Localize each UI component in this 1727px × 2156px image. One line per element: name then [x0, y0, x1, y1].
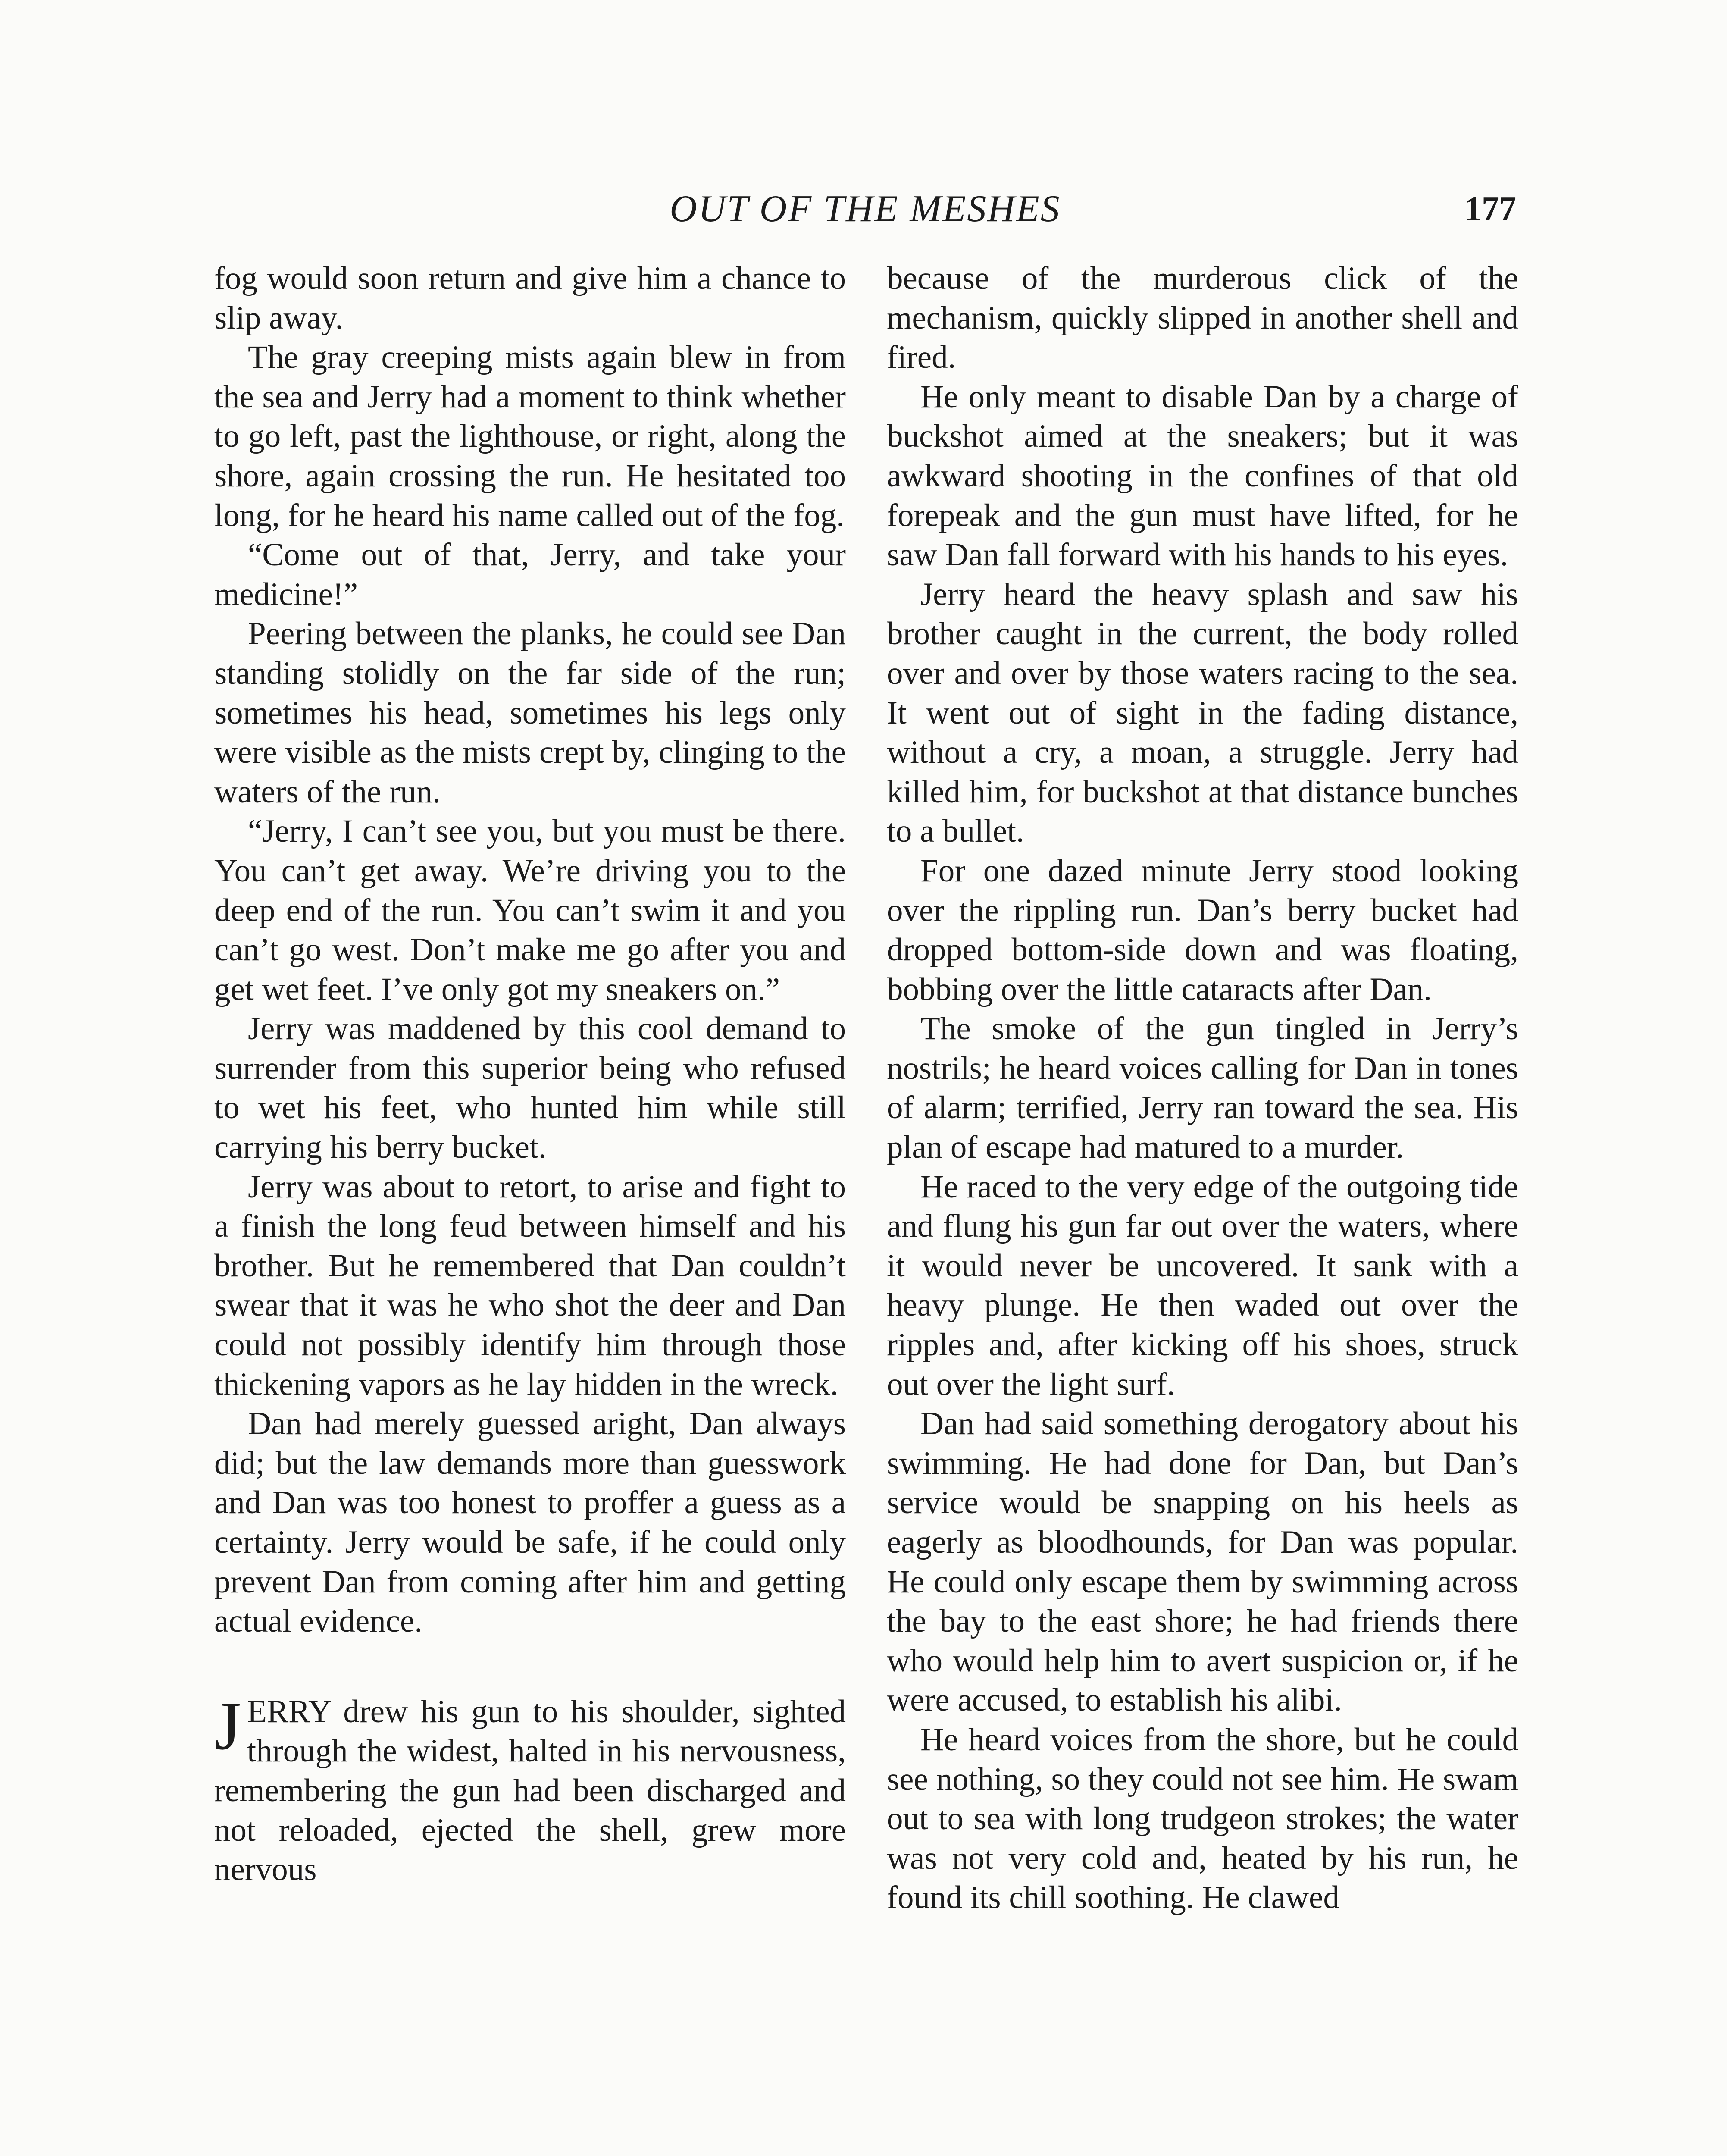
left-column	[214, 259, 846, 1890]
right-column	[887, 259, 1518, 1918]
paragraph: The smoke of the gun tingled in Jerry’s nostrils; he heard voices calling for Dan in tones of alarm; terrified, Jerry ran toward the sea. His plan of escape had matured to a murder.	[887, 1011, 1518, 1166]
running-header	[214, 183, 1516, 235]
paragraph: Jerry heard the heavy splash and saw his brother caught in the current, the body rolled over and over by those waters racing to the sea. It went out of sight in the fading distance, without a cry, a moan, a struggle. Jerry had killed him, for buckshot at that distance bunches to a bullet.	[887, 576, 1518, 849]
small-caps-lead: ERRY	[247, 1693, 331, 1730]
drop-cap: J	[214, 1687, 241, 1764]
running-title: OUT OF THE MESHES	[670, 188, 1061, 230]
paragraph: Jerry was about to retort, to arise and fight to a finish the long feud between himself and his brother. But he remembered that Dan couldn’t swear that it was he who shot the deer and Dan could not possibly identify him through those thickening vapors as he lay hidden in the wreck.	[214, 1169, 846, 1402]
page-number: 177	[1464, 190, 1516, 228]
paragraph: Jerry was maddened by this cool demand to surrender from this superior being who refused to wet his feet, who hunted him while still carrying his berry bucket.	[214, 1011, 846, 1166]
paragraph: fog would soon return and give him a chance to slip away.	[214, 260, 846, 336]
section-text: drew his gun to his shoulder, sighted through the widest, halted in his nervousness, remembering the gun had been discharged and not reloaded, ejected the shell, grew more nervous	[214, 1693, 846, 1888]
paragraph: He only meant to disable Dan by a charge of buckshot aimed at the sneakers; but it was awkward shooting in the confines of that old forepeak and the gun must have lifted, for he saw Dan fall forward with his hands to his eyes.	[887, 379, 1518, 573]
paragraph: Peering between the planks, he could see Dan standing stolidly on the far side of the run; sometimes his head, sometimes his legs only were visible as the mists crept by, clinging to the waters of the run.	[214, 616, 846, 810]
paragraph: Dan had said something derogatory about his swimming. He had done for Dan, but Dan’s service would be snapping on his heels as eagerly as bloodhounds, for Dan was popular. He could only escape them by swimming across the bay to the east shore; he had friends there who would help him to avert suspicion or, if he were accused, to establish his alibi.	[887, 1406, 1518, 1718]
paragraph: He heard voices from the shore, but he could see nothing, so they could not see him. He swam out to sea with long trudgeon strokes; the water was not very cold and, heated by his run, he found its chill soothing. He clawed	[887, 1721, 1518, 1916]
paragraph: He raced to the very edge of the outgoing tide and flung his gun far out over the waters, where it would never be uncovered. It sank with a heavy plunge. He then waded out over the ripples and, after kicking off his shoes, struck out over the light surf.	[887, 1169, 1518, 1402]
section-opening-paragraph	[214, 1687, 846, 1890]
paragraph: The gray creeping mists again blew in from the sea and Jerry had a moment to think whether to go left, past the lighthouse, or right, along the shore, again crossing the run. He hesitated too long, for he heard his name called out of the fog.	[214, 339, 846, 533]
paragraph: For one dazed minute Jerry stood looking over the rippling run. Dan’s berry bucket had dropped bottom-side down and was floating, bobbing over the little cataracts after Dan.	[887, 852, 1518, 1007]
paragraph: because of the murderous click of the mechanism, quickly slipped in another shell and fired.	[887, 260, 1518, 376]
paragraph: Dan had merely guessed aright, Dan always did; but the law demands more than guesswork and Dan was too honest to proffer a guess as a certainty. Jerry would be safe, if he could only prevent Dan from coming after him and getting actual evidence.	[214, 1406, 846, 1639]
paragraph: “Jerry, I can’t see you, but you must be there. You can’t get away. We’re driving you to the deep end of the run. You can’t swim it and you can’t go west. Don’t make me go after you and get wet feet. I’ve only got my sneakers on.”	[214, 813, 846, 1007]
paragraph: “Come out of that, Jerry, and take your medicine!”	[214, 537, 846, 612]
